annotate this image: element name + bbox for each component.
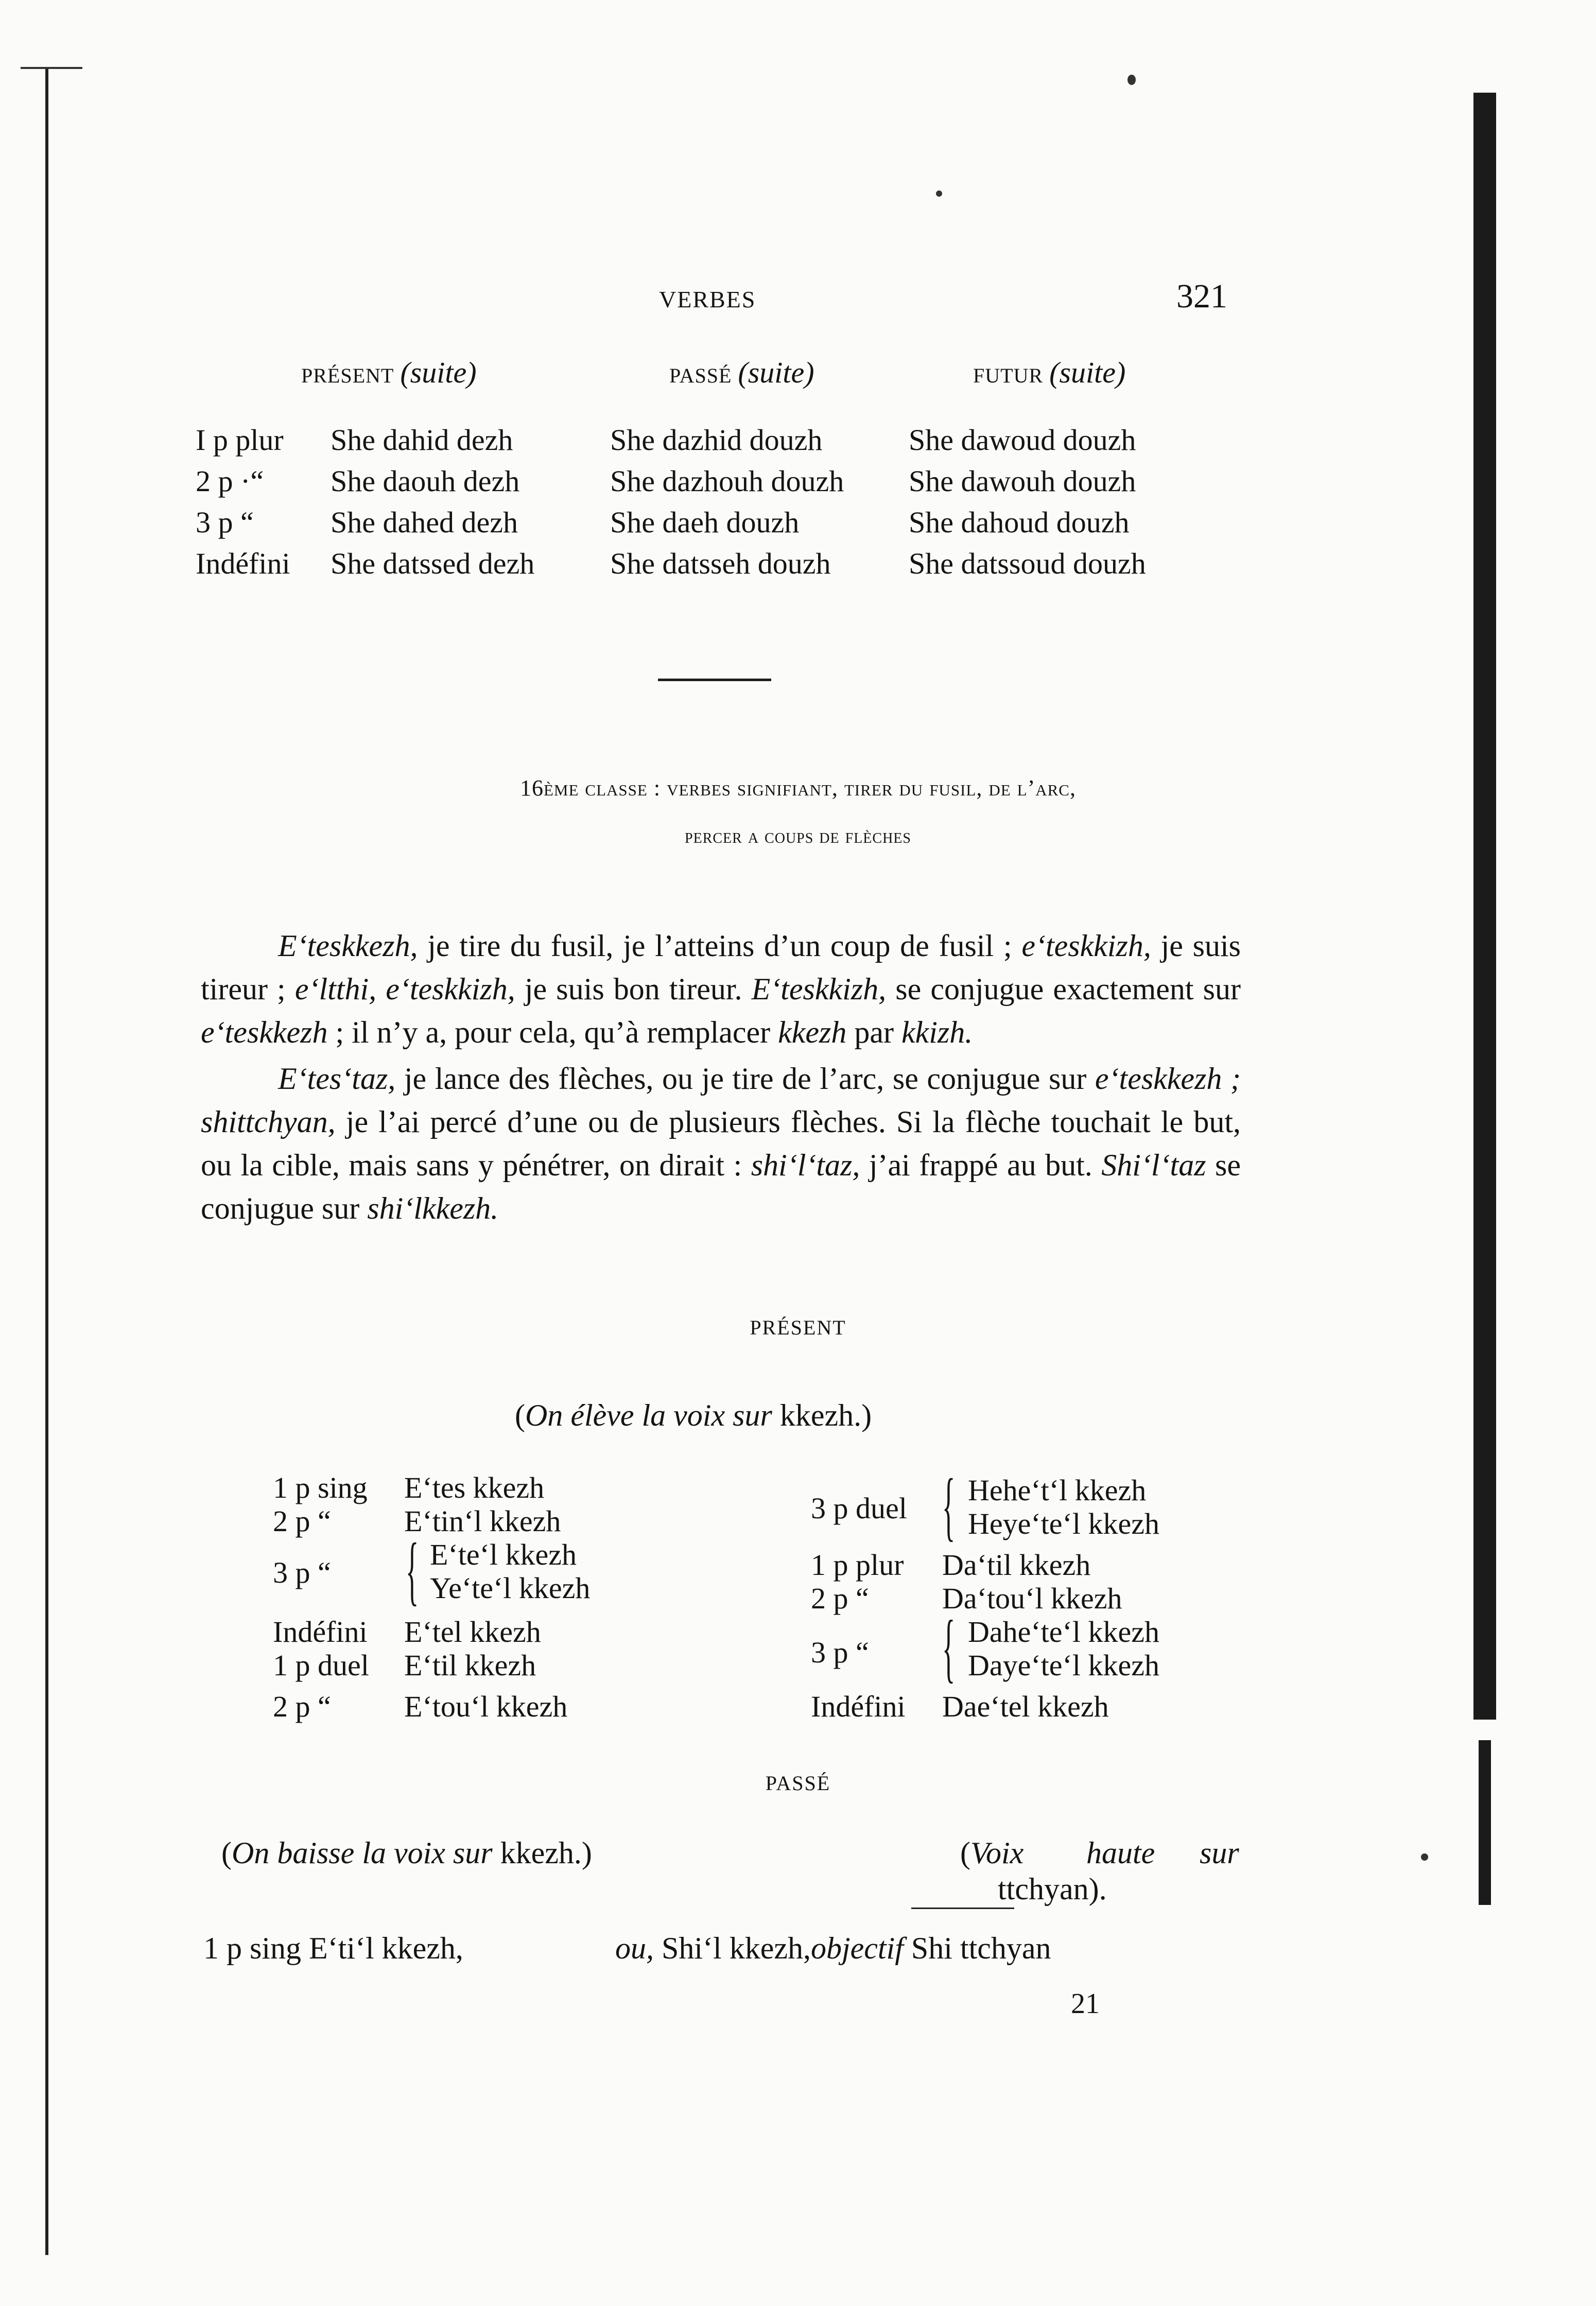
brace: { — [942, 1463, 956, 1549]
passe-heading: PASSÉ — [765, 1772, 831, 1795]
body-text — [201, 924, 1241, 1230]
present-right-column: 3 p duel { Hehe‘t‘l kkezh Heye‘te‘l kkezh 1 p plur Da‘til kkezh 2 p “ Da‘tou‘l kkezh 3 p “ { Dahe‘te‘l kkezh Daye‘te‘l kkezh Indéfini Dae‘tel kkezh — [811, 1463, 1159, 1723]
column-heading-futur: FUTUR (suite) — [973, 356, 1126, 389]
page-right-edge — [1473, 93, 1496, 1720]
class-heading-line2: percer a coups de flèches — [685, 824, 911, 847]
page-number: 321 — [1176, 278, 1227, 315]
scan-mark — [21, 67, 82, 69]
passe-row-alt: ou, Shi‘l kkezh,objectif Shi ttchyan — [615, 1931, 1051, 1965]
brace: { — [942, 1605, 956, 1690]
column-heading-passe: PASSÉ (suite) — [669, 356, 814, 389]
page-left-edge — [45, 67, 48, 2255]
present-voice-note: (On élève la voix sur kkezh.) — [515, 1398, 872, 1432]
running-title: VERBES — [659, 286, 756, 313]
signature-mark: 21 — [1071, 1988, 1100, 2020]
present-left-column: 1 p sing E‘tes kkezh 2 p “ E‘tin‘l kkezh 3 p “ { E‘te‘l kkezh Ye‘te‘l kkezh Indéfini E‘tel kkezh 1 p duel E‘til kkezh 2 p “ E‘tou‘l kkezh — [273, 1471, 591, 1723]
paragraph-2: E‘tes‘taz, je lance des flèches, ou je tire de l’arc, se conjugue sur e‘teskkezh ; shittchyan, je l’ai percé d’une ou de plusieurs flèches. Si la flèche touchait le but, ou la cible, mais sans y pénétrer, on dirait : shi‘l‘taz, j’ai frappé au but. Shi‘l‘taz se conjugue sur shi‘lkkezh. — [201, 1062, 1241, 1225]
ink-speck — [936, 190, 942, 197]
paragraph-1: E‘teskkezh, je tire du fusil, je l’atteins d’un coup de fusil ; e‘teskkizh, je suis tireur ; e‘ltthi, e‘teskkizh, je suis bon tireur. E‘teskkizh, se conjugue exactement sur e‘teskkezh ; il n’y a, pour cela, qu’à remplacer kkezh par kkizh. — [201, 929, 1241, 1049]
passe-voice-note: (On baisse la voix sur kkezh.) — [221, 1836, 592, 1870]
passe-row: 1 p sing E‘ti‘l kkezh, — [203, 1931, 463, 1965]
ink-speck — [1421, 1853, 1428, 1861]
section-divider — [658, 679, 771, 681]
column-heading-present: PRÉSENT (suite) — [301, 356, 477, 389]
ink-speck — [1127, 75, 1136, 85]
passe-voice-note-right: (Voix — [960, 1836, 1024, 1870]
page-right-edge-lower — [1479, 1740, 1491, 1905]
brace: { — [406, 1528, 419, 1613]
rule — [911, 1908, 1014, 1909]
present-heading: PRÉSENT — [750, 1316, 846, 1339]
class-heading-line1: 16ème classe : verbes signifiant, tirer du fusil, de l’arc, — [520, 775, 1076, 801]
